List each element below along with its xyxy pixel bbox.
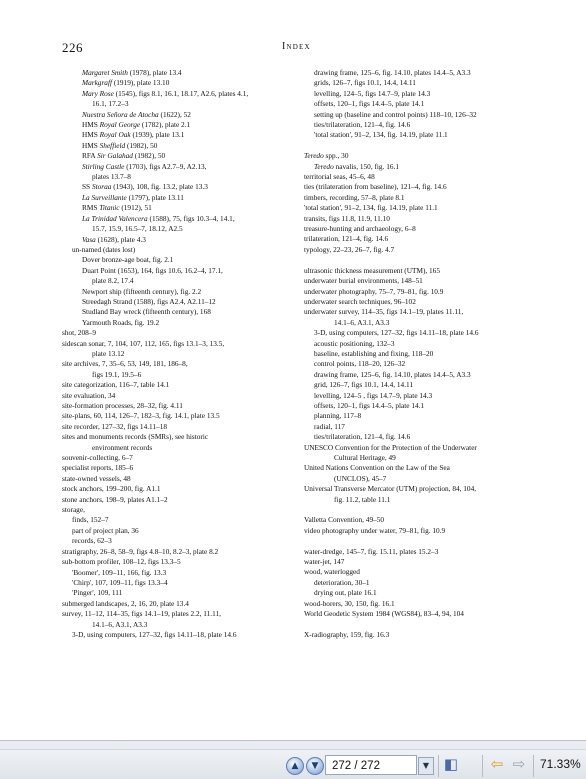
index-entry: sub-bottom profiler, 108–12, figs 13.3–5 [62,557,181,567]
index-entry: site categorization, 116–7, table 14.1 [62,380,170,390]
index-entry: Markgraff (1919), plate 13.10 [82,78,170,88]
index-entry: Yarmouth Roads, fig. 19.2 [82,317,160,327]
index-entry: HMS Royal George (1782), plate 2.1 [82,120,191,130]
toolbar-divider [533,755,534,777]
index-entry: stone anchors, 198–9, plates A1.1–2 [62,494,168,504]
index-entry: planning, 117–8 [314,411,362,421]
index-entry: underwater burial environments, 148–51 [304,276,423,286]
index-entry: wood-borers, 30, 150, fig. 16.1 [304,598,395,608]
index-entry: part of project plan, 36 [72,525,139,535]
index-entry: Streedagh Strand (1588), figs A2.4, A2.11–12 [82,296,216,306]
previous-page-icon[interactable]: ▲ [286,757,304,775]
index-entry: Duart Point (1653), 164, figs 10.6, 16.2–4, 17.1, [82,265,223,275]
index-entry: Cultural Heritage, 49 [334,453,396,462]
index-entry: un-named (dates lost) [72,244,136,254]
index-entry: site-plans, 60, 114, 126–7, 182–3, fig. 14.1, plate 13.5 [62,411,220,421]
index-entry: storage, [62,505,85,515]
spacer [304,255,554,265]
index-entry: 14.1–6, A3.1, A3.3 [92,619,148,629]
index-entry: water-dredge, 145–7, fig. 15.11, plates 15.2–3 [304,546,439,556]
spacer [304,619,554,629]
index-entry: 16.1, 17.2–3 [92,99,129,109]
index-entry: 3-D, using computers, 127–32, figs 14.11–18, plate 14.6 [72,629,237,639]
viewer-toolbar [0,740,586,779]
index-entry: grid, 126–7, figs 10.1, 14.4, 14.11 [314,380,414,390]
index-entry: territorial seas, 45–6, 48 [304,172,375,182]
index-entry: control points, 118–20, 126–32 [314,359,406,369]
index-entry: Valletta Convention, 49–50 [304,515,385,525]
index-entry: underwater survey, 114–35, figs 14.1–19, plates 11.11, [304,307,464,317]
index-entry: La Trinidad Valencera (1588), 75, figs 10.3–4, 14.1, [82,213,235,223]
index-entry: SS Storaa (1943), 108, fig. 13.2, plate 13.3 [82,182,208,192]
index-entry: records, 62–3 [72,536,112,546]
index-entry: 3-D, using computers, 127–32, figs 14.11–18, plate 14.6 [314,328,479,338]
index-entry: plate 8.2, 17.4 [92,276,134,286]
index-entry: state-owned vessels, 48 [62,473,131,483]
index-entry: figs 19.1, 19.5–6 [92,369,142,379]
index-entry: site archives, 7, 35–6, 53, 149, 181, 186–8, [62,359,188,369]
index-entry: Mary Rose (1545), figs 8.1, 16.1, 18.17, A2.6, plates 4.1, [82,88,249,98]
index-entry: underwater photography, 75–7, 79–81, fig. 10.9 [304,286,444,296]
index-entry: Stirling Castle (1703), figs A2.7–9, A2.13, [82,161,207,171]
index-entry: survey, 11–12, 114–35, figs 14.1–19, plates 2.2, 11.11, [62,609,221,619]
index-entry: sites and monuments records (SMRs), see historic [62,432,209,442]
spacer [304,536,554,546]
index-entry: La Surveillante (1797), plate 13.11 [82,192,184,202]
back-arrow-icon[interactable]: ⇦ [490,755,504,773]
spacer [304,141,554,151]
index-entry: stock anchors, 199–200, fig. A1.1 [62,484,161,494]
index-entry: HMS Sheffield (1982), 50 [82,140,158,150]
page-first-icon[interactable]: ◧ [443,755,459,773]
zoom-level[interactable]: 71.33% [540,757,581,771]
index-entry: Vasa (1628), plate 4.3 [82,234,146,244]
index-entry: transits, figs 11.8, 11.9, 11.10 [304,213,390,223]
index-entry: Studland Bay wreck (fifteenth century), 168 [82,307,211,317]
toolbar-divider [438,755,439,777]
index-entry: typology, 22–23, 26–7, fig. 4.7 [304,244,395,254]
index-entry: HMS Royal Oak (1939), plate 13.1 [82,130,185,140]
index-entry: water-jet, 147 [304,557,345,567]
index-column-left [62,68,307,640]
index-entry: 'total station', 91–2, 134, fig. 14.19, plate 11.1 [304,203,438,213]
index-entry: underwater search techniques, 96–102 [304,296,416,306]
index-entry: fig. 11.2, table 11.1 [334,494,391,504]
index-entry: ties (trilateration from baseline), 121–4, fig. 14.6 [304,182,447,192]
index-entry: sidescan sonar, 7, 104, 107, 112, 165, figs 13.1–3, 13.5, [62,338,225,348]
index-entry: drying out, plate 16.1 [314,588,377,598]
forward-arrow-icon[interactable]: ⇨ [512,755,526,773]
toolbar-divider [482,755,483,777]
index-entry: levelling, 124–5, figs 14.7–9, plate 14.3 [314,88,431,98]
index-entry: Teredo spp., 30 [304,151,349,161]
index-entry: deterioration, 30–1 [314,577,370,587]
index-entry: submerged landscapes, 2, 16, 20, plate 13.4 [62,598,189,608]
index-entry: RMS Titanic (1912), 51 [82,203,152,213]
index-entry: Nuestra Señora de Atocha (1622), 52 [82,109,191,119]
index-entry: baseline, establishing and fixing, 118–20 [314,348,434,358]
spacer [304,505,554,515]
index-entry: drawing frame, 125–6, fig. 14.10, plates 14.4–5, A3.3 [314,68,471,77]
index-entry: site-formation processes, 28–32, fig. 4.11 [62,401,183,410]
index-entry: finds, 152–7 [72,515,109,525]
index-entry: offsets, 120–1, figs 14.4–5, plate 14.1 [314,99,425,109]
toolbar-top-strip [0,741,586,750]
index-entry: ties/trilateration, 121–4, fig. 14.6 [314,432,411,442]
index-entry: acoustic positioning, 132–3 [314,338,395,348]
index-entry: plates 13.7–8 [92,172,131,182]
index-entry: UNESCO Convention for the Protection of the Underwater [304,442,477,452]
index-entry: specialist reports, 185–6 [62,463,134,473]
index-entry: 'Boomer', 109–11, 166, fig. 13.3 [72,567,167,577]
index-entry: Margaret Smith (1978), plate 13.4 [82,68,182,77]
index-entry: setting up (baseline and control points) 118–10, 126–32 [314,109,477,119]
index-entry: Dover bronze-age boat, fig. 2.1 [82,255,174,265]
page-dropdown-icon[interactable]: ▼ [418,757,434,775]
index-entry: ultrasonic thickness measurement (UTM), 165 [304,265,440,275]
index-entry: souvenir-collecting, 6–7 [62,453,133,463]
index-entry: Teredo navalis, 150, fig. 16.1 [314,161,399,171]
index-entry: levelling, 124–5 , figs 14.7–9, plate 14.3 [314,390,433,400]
index-entry: stratigraphy, 26–8, 58–9, figs 4.8–10, 8.2–3, plate 8.2 [62,546,219,556]
page-number-input[interactable]: 272 / 272 [325,755,417,775]
index-entry: site evaluation, 34 [62,390,116,400]
index-entry: Newport ship (fifteenth century), fig. 2.2 [82,286,202,296]
index-entry: trilateration, 121–4, fig. 14.6 [304,234,389,244]
page-number: 226 [62,40,83,55]
index-entry: environment records [92,442,153,452]
index-entry: 'Pinger', 109, 111 [72,588,123,598]
index-entry: United Nations Convention on the Law of the Sea [304,463,450,473]
index-entry: X-radiography, 159, fig. 16.3 [304,629,390,639]
index-entry: drawing frame, 125–6, fig. 14.10, plates 14.4–5, A3.3 [314,369,471,379]
index-entry: 14.1–6, A3.1, A3.3 [334,317,390,327]
index-entry: Universal Transverse Mercator (UTM) projection, 84, 104, [304,484,477,494]
index-entry: offsets, 120–1, figs 14.4–5, plate 14.1 [314,400,425,410]
index-entry: shot, 208–9 [62,328,97,338]
index-entry: (UNCLOS), 45–7 [334,473,387,483]
index-entry: 'Chirp', 107, 109–11, figs 13.3–4 [72,577,168,587]
index-entry: video photography under water, 79–81, fig. 10.9 [304,525,446,535]
index-entry: timbers, recording, 57–8, plate 8.1 [304,192,405,202]
index-entry: RFA Sir Galahad (1982), 50 [82,151,166,161]
next-page-icon[interactable]: ▼ [306,757,324,775]
index-entry: plate 13.12 [92,348,125,358]
index-entry: radial, 117 [314,421,345,431]
index-entry: 'total station', 91–2, 134, fig. 14.19, plate 11.1 [314,130,448,140]
index-entry: treasure-hunting and archaeology, 6–8 [304,224,416,234]
index-entry: grids, 126–7, figs 10.1, 14.4, 14.11 [314,78,416,88]
index-column-right [304,68,554,640]
page-header-title: Index [282,41,311,52]
index-entry: ties/trilateration, 121–4, fig. 14.6 [314,120,411,130]
index-entry: wood, waterlogged [304,567,360,577]
index-entry: World Geodetic System 1984 (WGS84), 83–4, 94, 104 [304,609,464,619]
index-entry: site recorder, 127–32, figs 14.11–18 [62,421,168,431]
index-entry: 15.7, 15.9, 16.5–7, 18.12, A2.5 [92,224,183,234]
